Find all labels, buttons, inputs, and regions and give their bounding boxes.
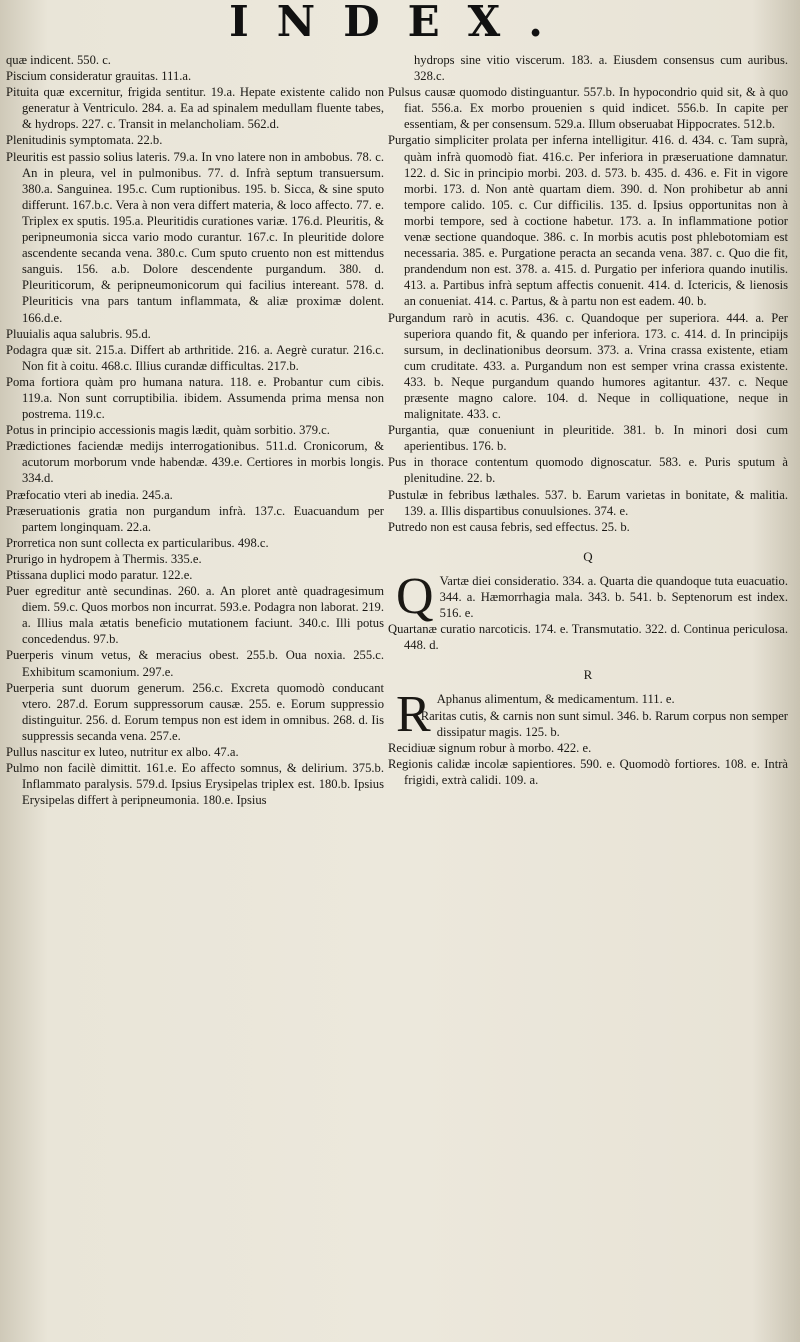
index-entry: Vartæ diei consideratio. 334. a. Quarta die quandoque tuta euacuatio. 344. a. Hæmorrhagia mala. 343. b. 541. b. Septenorum est index. 516. e. (439, 573, 788, 621)
index-entry: Purgatio simpliciter prolata per inferna intelligitur. 416. d. 434. c. Tam suprà, quàm infrà quomodò fiat. 416.c. Per inferiora in præseruatione damnatur. 122. d. Sic in principio morbi. 203. d. 573. b. 435. d. 436. e. Fit in vigore morbi. 173. d. Non antè quartam diem. 390. d. Non prohibetur ab anni tempore calido. 105. c. Cur difficilis. 135. d. Ipsius opportunitas non à morbi tempore, sed à coctione habetur. 173. a. In inflammatione potior venæ sectione quandoque. 386. c. In morbis acutis post phlebotomiam est necessaria. 385. e. Purgatione peracta an secanda vena. 387. c. Quo die fit, prandendum non est. 378. a. 415. d. Purgatio per inferiora quando inutilis. 413. a. Partibus infrà septum affectis conuenit. 414. d. Ictericis, & lienosis an conueniat. 414. c. Partus, & à partu non est eadem. 40. b. (388, 133, 788, 309)
index-entry: Ptissana duplici modo paratur. 122.e. (6, 568, 193, 582)
index-entry: Putredo non est causa febris, sed effectus. 25. b. (388, 519, 630, 534)
index-entry: Prædictiones faciendæ medijs interrogationibus. 511.d. Cronicorum, & acutorum morborum vnde habendæ. 439.e. Certiores in morbis longis. 334.d. (6, 439, 384, 486)
index-entry: Pleuritis est passio solius lateris. 79.a. In vno latere non in ambobus. 78. c. An in pleura, vel in pulmonibus. 77. d. Infrà septum transuersum. 380.a. Sanguinea. 195.c. Cum ruptionibus. 195. b. Sicca, & sine sputo differunt. 167.b.c. Vera à non vera differt materia, & loco affecto. 77. e. Triplex ex sputis. 195.a. Pleuritidis curationes variæ. 176.d. Pleuritis, & peripneumonia sicca vario modo curantur. 167.c. In pleuritide dolore ascendente secanda vena. 380.c. Cum sputo cruento non est mittendus sanguis. 156. a.b. Dolore descendente purgandum. 380. d. Pleuriticorum, & peripneumonicorum qui facilius intereant. 578. d. Pleuriticis vna pars tantum inflammata, & aliæ proximæ dolent. 166.d.e. (6, 149, 384, 325)
index-entry: Præseruationis gratia non purgandum infrà. 137.c. Euacuandum per partem longinquam. 22.a. (6, 503, 384, 534)
index-entry: Puerperis vinum vetus, & meracius obest. 255.b. Oua noxia. 255.c. Exhibitum scamonium. 297.e. (6, 648, 384, 679)
left-column (6, 52, 384, 808)
index-entry: Pustulæ in febribus læthales. 537. b. Earum varietas in bonitate, & malitia. 139. a. Illis dispartibus conuulsiones. 374. e. (388, 487, 788, 518)
index-entry: Piscium consideratur grauitas. 111.a. (6, 69, 192, 84)
index-entry: Pullus nascitur ex luteo, nutritur ex albo. 47.a. (6, 745, 239, 760)
index-entry: Podagra quæ sit. 215.a. Differt ab arthritide. 216. a. Aegrè curatur. 216.c. Non fit à coitu. 468.c. Illius curandæ difficultas. 217.b. (6, 342, 384, 373)
index-entry: Raritas cutis, & carnis non sunt simul. 346. b. Rarum corpus non semper dissipatur magis. 125. b. (420, 708, 788, 739)
section-q-block (388, 573, 788, 653)
index-entry: Pituita quæ excernitur, frigida sentitur. 19.a. Hepate existente calido non generatur à Ventriculo. 284. a. Ea ad spinalem medullam fluente tabes, & hydrops. 227. c. Transit in melancholiam. 562.d. (6, 85, 384, 132)
dropcap-r: R (396, 691, 431, 744)
index-entry: Puerperia sunt duorum generum. 256.c. Excreta quomodò conducant vtero. 287.d. Eorum suppressorum causæ. 255. e. Eorum suppressio distinguitur. 256. d. Eorum tempus non est idem in omnibus. 268. d. Iis suppressis secanda vena. 257.e. (6, 680, 384, 743)
index-entry: Pus in thorace contentum quomodo dignoscatur. 583. e. Puris sputum à plenitudine. 22. b. (388, 455, 788, 486)
right-column (388, 52, 788, 788)
section-letter-q: Q (583, 548, 593, 564)
index-entry: Pulsus causæ quomodo distinguantur. 557.b. In hypocondrio quid sit, & à quo fiat. 556.a. Ex morbo prouenien s quid indicet. 556.b. In capite per essentiam, & per consensum. 529.a. Illum obseruabat Hippocrates. 512.b. (388, 85, 788, 132)
index-entry: Pulmo non facilè dimittit. 161.e. Eo affecto somnus, & delirium. 375.b. Inflammato paralysis. 579.d. Ipsius Erysipelas triplex est. 180.b. Ipsius Erysipelas differt à peripneumonia. 180.e. Ipsius (6, 761, 384, 808)
index-entry: Purgantia, quæ conueniunt in pleuritide. 381. b. In minori dosi cum aperientibus. 176. b. (388, 423, 788, 454)
index-entry: Recidiuæ signum robur à morbo. 422. e. (388, 740, 592, 755)
index-entry: Prurigo in hydropem à Thermis. 335.e. (6, 551, 202, 566)
index-entry: quæ indicent. 550. c. (6, 53, 111, 67)
index-entry: Aphanus alimentum, & medicamentum. 111. e. (436, 692, 675, 707)
index-entry: hydrops sine vitio viscerum. 183. a. Eiusdem consensus cum auribus. 328.c. (414, 53, 788, 84)
index-entry: Poma fortiora quàm pro humana natura. 118. e. Probantur cum cibis. 119.a. Non sunt corruptibilia. ibidem. Assumenda prima mensa non postrema. 119.c. (6, 374, 384, 422)
index-entry: Puer egreditur antè secundinas. 260. a. An ploret antè quadragesimum diem. 59.c. Quos morbos non incurrat. 593.e. Podagra non laborat. 219. a. Illius mala ætatis beneficio mutationem faciunt. 340.c. Illi potus concedendus. 97.b. (6, 584, 384, 647)
dropcap-q: Q (396, 572, 434, 625)
index-entry: Plenitudinis symptomata. 22.b. (6, 133, 163, 148)
index-entry: Purgandum rarò in acutis. 436. c. Quandoque per superiora. 444. a. Per superiora quando fit, & quando per inferiora. 173. c. 414. d. In principijs sursum, in declinationibus deorsum. 373. a. Vrina crassa existente, etiam cum cruditate. 433. a. Purgandum non est semper vrina crassa existente. 433. b. Neque purgandum quando humores agitantur. 437. c. Neque præsente magno calore. 104. d. Neque in colliquatione, neque in malignitate. 433. c. (388, 310, 788, 422)
page-title: INDEX. (229, 0, 571, 46)
section-r-block (388, 691, 788, 788)
section-letter-r: R (583, 667, 593, 683)
index-entry: Potus in principio accessionis magis lædit, quàm sorbitio. 379.c. (6, 423, 330, 438)
index-entry: Pluuialis aqua salubris. 95.d. (6, 326, 151, 341)
index-entry: Præfocatio vteri ab inedia. 245.a. (6, 487, 173, 502)
index-entry: Quartanæ curatio narcoticis. 174. e. Transmutatio. 322. d. Continua periculosa. 448. d. (388, 622, 788, 653)
index-entry: Regionis calidæ incolæ sapientiores. 590. e. Quomodò fortiores. 108. e. Intrà frigidi, extrà calidi. 109. a. (388, 756, 788, 787)
index-entry: Prorretica non sunt collecta ex particularibus. 498.c. (6, 535, 269, 550)
